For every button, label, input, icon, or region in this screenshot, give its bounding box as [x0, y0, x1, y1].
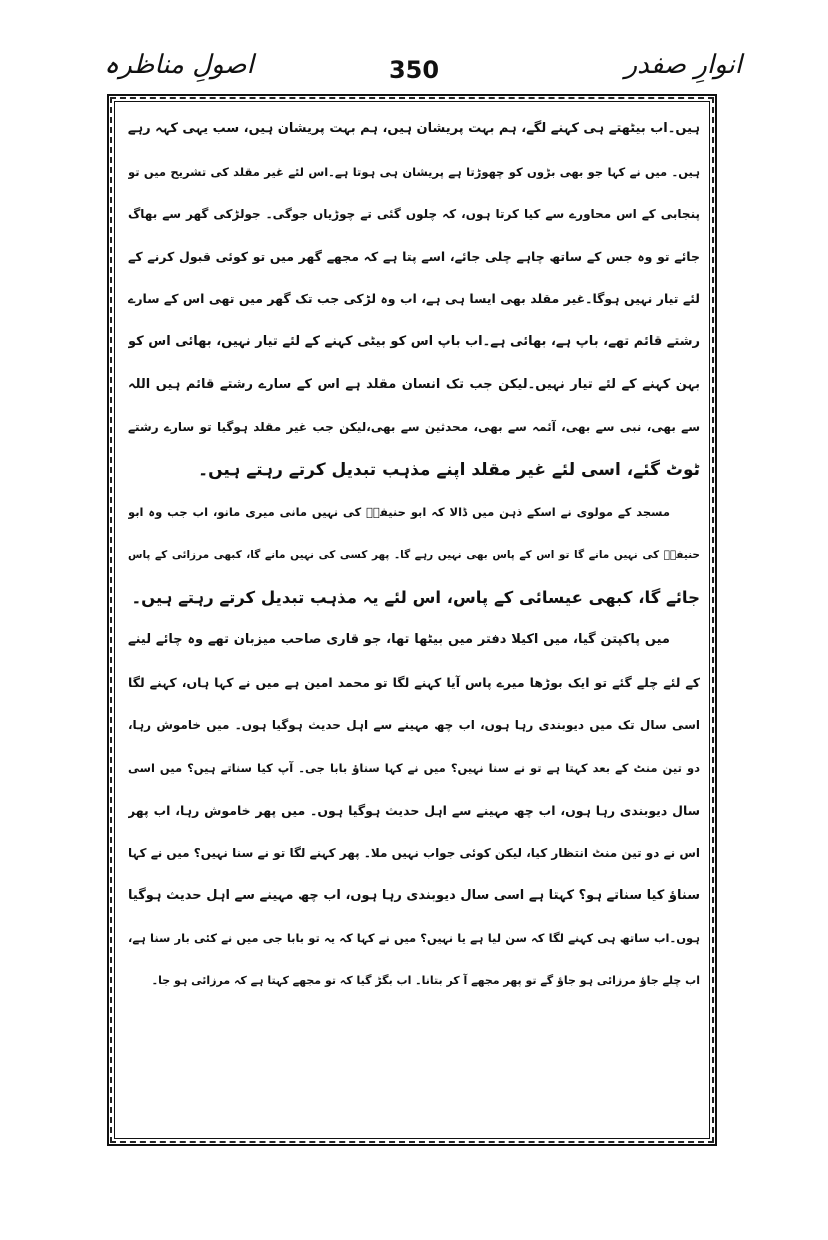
text-line: ہوں۔اب ساتھ ہی کہنے لگا کہ سن لیا ہے یا نہیں؟ میں نے کہا کہ یہ تو بابا جی میں نے کئی بار سنا ہے،	[128, 931, 700, 946]
text-line: دو تین منٹ کے بعد کہتا ہے تو نے سنا نہیں؟ میں نے کہا سناؤ بابا جی۔ آپ کیا سناتے ہیں؟ میں اسی	[128, 760, 700, 775]
text-line: لئے تیار نہیں ہوگا۔غیر مقلد بھی ایسا ہی ہے، اب وہ لڑکی جب تک گھر میں تھی اس کے سارے	[128, 291, 700, 307]
text-line: رشتے قائم تھے، باپ ہے، بھائی ہے۔اب باپ اس کو بیٹی کہنے کے لئے تیار نہیں، بھائی اس کو	[128, 333, 700, 349]
page-number: 350	[388, 56, 440, 84]
text-line: بہن کہنے کے لئے تیار نہیں۔لیکن جب تک انسان مقلد ہے اس کے سارے رشتے قائم ہیں اللہ	[128, 376, 700, 392]
section-title: اصولِ مناظرہ	[104, 50, 254, 80]
text-line: اسی سال تک میں دیوبندی رہا ہوں، اب چھ مہینے سے اہل حدیث ہوگیا ہوں۔ میں خاموش رہا،	[128, 718, 700, 733]
text-line: جائے گا، کبھی عیسائی کے پاس، اس لئے یہ مذہب تبدیل کرتے رہتے ہیں۔	[131, 587, 700, 607]
text-line: مسجد کے مولوی نے اسکے ذہن میں ڈالا کہ ابو حنیفہؒ کی نہیں مانی میری مانو، اب جب وہ ابو	[128, 505, 670, 520]
text-line: ہیں۔ میں نے کہا جو بھی بڑوں کو چھوڑتا ہے پریشان ہی ہوتا ہے۔اس لئے غیر مقلد کی تشریح میں تو	[128, 164, 700, 179]
text-line: سناؤ کیا سناتے ہو؟ کہتا ہے اسی سال دیوبندی رہا ہوں، اب چھ مہینے سے اہل حدیث ہوگیا	[128, 887, 700, 903]
body-text	[128, 108, 700, 1002]
text-line: جائے تو وہ جس کے ساتھ چاہے چلی جائے، اسے پتا ہے کہ مجھے گھر میں تو کوئی قبول کرنے کے	[128, 248, 700, 264]
text-line: اب چلے جاؤ مرزائی ہو جاؤ گے تو پھر مجھے آ کر بتانا۔ اب بگڑ گیا کہ تو مجھے کہتا ہے کہ مرزائی ہو جا۔	[151, 973, 700, 987]
text-line: میں پاکپتن گیا، میں اکیلا دفتر میں بیٹھا تھا، جو قاری صاحب میزبان تھے وہ چائے لینے	[128, 632, 670, 648]
text-line: اس نے دو تین منٹ انتظار کیا، لیکن کوئی جواب نہیں ملا۔ پھر کہنے لگا تو نے سنا نہیں؟ میں نے کہا	[128, 846, 700, 861]
text-line: سال دیوبندی رہا ہوں، اب چھ مہینے سے اہل حدیث ہوگیا ہوں۔ میں پھر خاموش رہا، اب پھر	[128, 802, 700, 818]
text-line: حنیفہؒ کی نہیں مانے گا تو اس کے پاس بھی نہیں رہے گا۔ پھر کسی کی نہیں مانے گا، کبھی مرزائی کے پاس	[128, 548, 700, 561]
text-line: ٹوٹ گئے، اسی لئے غیر مقلد اپنے مذہب تبدیل کرتے رہتے ہیں۔	[198, 459, 700, 480]
text-line: پنجابی کے اس محاورے سے کیا کرتا ہوں، کہ چلوں گئی تے چوڑیاں جوگی۔ جولڑکی گھر سے بھاگ	[128, 207, 700, 222]
book-title: انوارِ صفدر	[624, 50, 742, 80]
text-line: کے لئے چلے گئے تو ایک بوڑھا میرے پاس آیا کہنے لگا تو محمد امین ہے میں نے کہا ہاں، کہنے لگا	[128, 674, 700, 690]
text-line: سے بھی، نبی سے بھی، آئمہ سے بھی، محدثین سے بھی،لیکن جب غیر مقلد ہوگیا تو سارے رشتے	[128, 420, 700, 435]
text-line: ہیں۔اب بیٹھتے ہی کہنے لگے، ہم بہت پریشان ہیں، ہم بہت پریشان ہیں، سب یہی کہہ رہے	[128, 121, 700, 136]
